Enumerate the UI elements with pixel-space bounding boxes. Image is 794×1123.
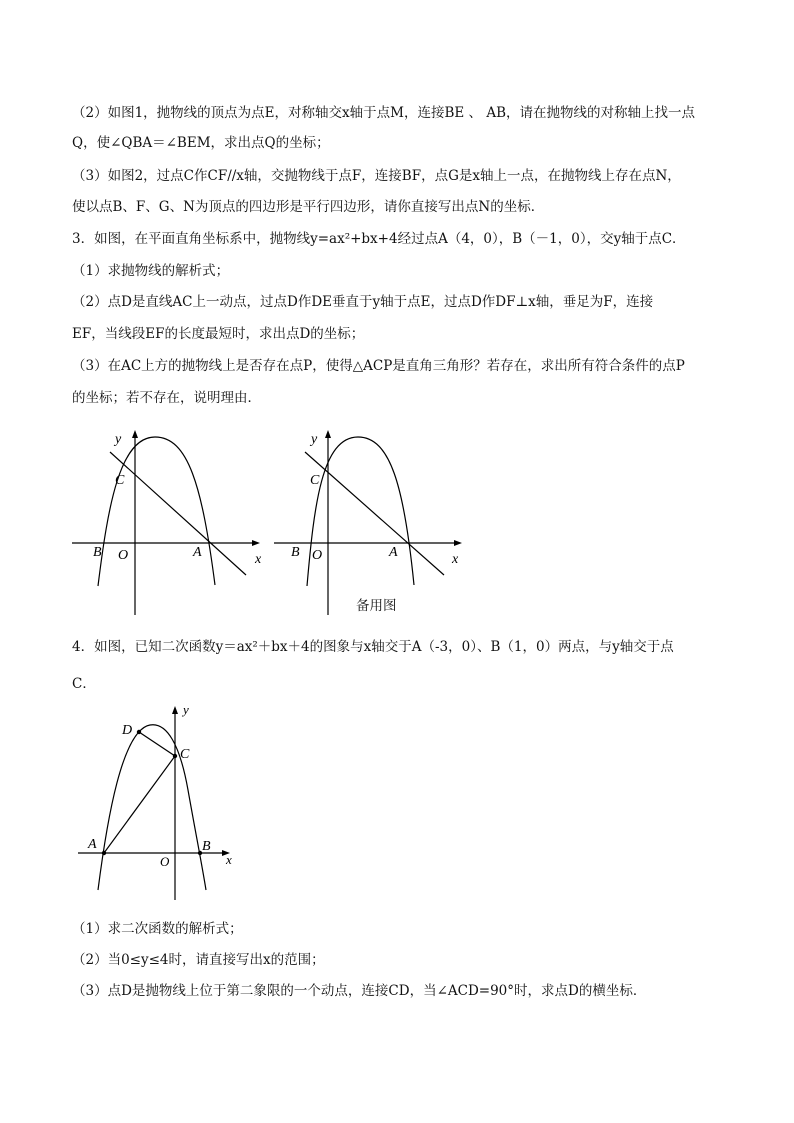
point-d: [137, 730, 141, 734]
label-c: C: [310, 473, 320, 488]
label-b: B: [291, 545, 300, 560]
label-y: y: [311, 432, 318, 447]
q3-part1: （1）求抛物线的解析式；: [72, 263, 230, 279]
point-a: [102, 851, 106, 855]
q3-figure-spare: [262, 425, 472, 620]
label-o: O: [312, 548, 323, 563]
label-a: A: [193, 545, 202, 560]
parabola: [98, 725, 206, 890]
label-x: x: [226, 852, 232, 867]
label-x: x: [255, 552, 262, 567]
x-axis-arrow: [252, 540, 260, 546]
line-ac: [305, 452, 444, 575]
q3-stem: 3．如图，在平面直角坐标系中，抛物线y=ax²+bx+4经过点A（4，0），B（－1，0），交y轴于点C．: [72, 231, 686, 247]
parabola: [307, 437, 414, 586]
x-axis-arrow: [454, 540, 462, 546]
label-y: y: [183, 702, 189, 717]
parabola: [98, 437, 215, 586]
q3-part3-line2: 的坐标；若不存在，说明理由．: [72, 390, 261, 406]
label-b: B: [202, 839, 211, 854]
q4-part2: （2）当0≤y≤4时，请直接写出x的范围；: [72, 952, 325, 968]
line-ac: [110, 452, 246, 575]
label-b: B: [93, 545, 102, 560]
label-x: x: [452, 552, 459, 567]
q3-part2-line1: （2）点D是直线AC上一动点，过点D作DE垂直于y轴于点E，过点D作DF⊥x轴，垂足为F，连接: [72, 294, 654, 310]
label-o: O: [118, 548, 129, 563]
label-d: D: [122, 723, 133, 738]
q4-part3: （3）点D是抛物线上位于第二象限的一个动点，连接CD，当∠ACD=90°时，求点D的横坐标．: [72, 983, 647, 999]
figure-caption-spare: 备用图: [356, 598, 397, 614]
label-a: A: [88, 837, 97, 852]
q2-part3-line1: （3）如图2，过点C作CF//x轴，交抛物线于点F，连接BF，点G是x轴上一点，在抛物线上存在点N，: [72, 168, 681, 184]
q2-part2-line2: Q，使∠QBA＝∠BEM，求出点Q的坐标；: [72, 135, 330, 151]
y-axis-arrow: [132, 430, 138, 438]
label-c: C: [180, 747, 190, 762]
label-a: A: [389, 545, 398, 560]
q4-stem-line2: C．: [72, 676, 96, 692]
segment-ac: [104, 756, 175, 853]
q2-part2-line1: （2）如图1，抛物线的顶点为点E，对称轴交x轴于点M，连接BE 、 AB，请在抛物线的对称轴上找一点: [72, 105, 695, 121]
q4-part1: （1）求二次函数的解析式；: [72, 921, 243, 937]
q3-figure-main: [60, 425, 270, 620]
point-c: [173, 754, 177, 758]
label-o: O: [160, 854, 170, 869]
q3-part2-line2: EF，当线段EF的长度最短时，求出点D的坐标；: [72, 326, 365, 342]
y-axis-arrow: [172, 706, 178, 714]
q4-stem-line1: 4．如图，已知二次函数y＝ax²＋bx＋4的图象与x轴交于A（-3，0）、B（1，0）两点，与y轴交于点: [72, 639, 674, 655]
y-axis-arrow: [325, 430, 331, 438]
label-c: C: [115, 473, 125, 488]
q2-part3-line2: 使以点B、F、G、N为顶点的四边形是平行四边形，请你直接写出点N的坐标．: [72, 199, 545, 215]
q4-figure: [72, 700, 242, 900]
q3-part3-line1: （3）在AC上方的抛物线上是否存在点P，使得△ACP是直角三角形？若存在，求出所有符合条件的点P: [72, 358, 685, 374]
label-y: y: [115, 432, 122, 447]
